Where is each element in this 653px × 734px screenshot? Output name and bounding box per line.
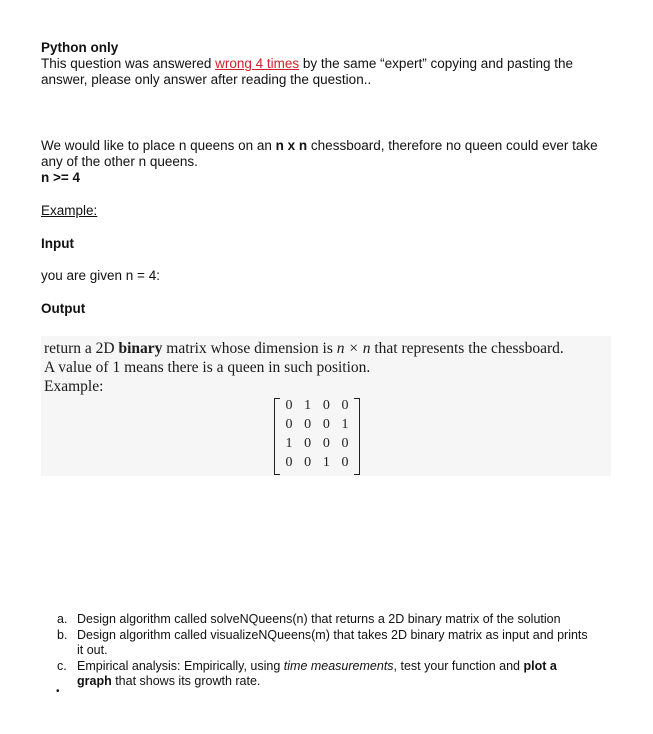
task-b-text-2: it out. [77,643,108,657]
matrix-cell: 0 [322,398,330,413]
matrix-row [282,435,352,453]
list-item [0,628,620,658]
title-python-only: Python only [41,40,119,55]
input-heading: Input [41,236,74,251]
intro-line-1 [41,56,631,72]
matrix-cell: 1 [304,398,312,413]
matrix-cell: 0 [285,455,293,470]
problem-line-2: any of the other n queens. [41,154,198,169]
board-size: n x n [275,138,308,153]
task-c-bold-2: graph [77,674,112,688]
matrix-cell: 1 [322,455,330,470]
list-item [0,612,620,627]
matrix-left-bracket [274,398,280,475]
problem-text-a: We would like to place n queens on an [41,138,276,153]
list-marker: b. [57,628,68,642]
latex-line-2: A value of 1 means there is a queen in such position. [44,359,371,376]
matrix-cell: 0 [322,417,330,432]
task-list [0,612,620,690]
task-c-text-2: that shows its growth rate. [111,674,261,688]
matrix-row [282,416,352,434]
matrix-cell: 0 [341,455,349,470]
matrix-right-bracket [354,398,360,475]
latex-line-3: Example: [44,378,104,395]
wrong-times-link[interactable]: wrong 4 times [215,56,300,71]
matrix-cell: 0 [304,417,312,432]
task-c-text-a: Empirical analysis: Empirically, using [77,659,284,673]
constraint: n >= 4 [41,170,81,185]
matrix-cell: 0 [285,417,293,432]
matrix-cell: 1 [285,436,293,451]
example-matrix [274,398,360,474]
matrix-row [282,454,352,472]
list-item [0,659,620,689]
matrix-cell: 0 [341,436,349,451]
latex-math: n × n [336,340,371,357]
intro-suffix: by the same “expert” copying and pasting the [299,56,574,71]
bullet-dot: • [56,686,60,697]
matrix-cell: 0 [285,398,293,413]
latex-text-c: that represents the chessboard. [370,340,564,357]
latex-text-a: return a 2D [44,340,119,357]
latex-line-1 [44,339,564,358]
intro-prefix: This question was answered [41,56,216,71]
task-c-italic: time measurements [283,659,394,673]
matrix-cell: 1 [341,417,349,432]
example-heading: Example: [41,203,98,218]
problem-text-b: chessboard, therefore no queen could ever take [307,138,598,153]
matrix-cell: 0 [304,436,312,451]
task-c-bold: plot a [523,659,557,673]
matrix-row [282,397,352,415]
problem-line-1 [41,138,631,154]
matrix-cell: 0 [304,455,312,470]
task-b-text: Design algorithm called visualizeNQueens(m) that takes 2D binary matrix as input and prints [77,628,588,642]
matrix-cell: 0 [322,436,330,451]
task-c-text-b: , test your function and [393,659,524,673]
latex-text-b: matrix whose dimension is [162,340,337,357]
intro-line-2: answer, please only answer after reading the question.. [41,72,372,87]
list-marker: a. [57,612,68,626]
task-a-text: Design algorithm called solveNQueens(n) that returns a 2D binary matrix of the solution [77,612,561,626]
output-heading: Output [41,301,86,316]
list-marker: c. [57,659,67,673]
latex-binary: binary [118,340,163,357]
matrix-cell: 0 [341,398,349,413]
input-text: you are given n = 4: [41,268,160,283]
